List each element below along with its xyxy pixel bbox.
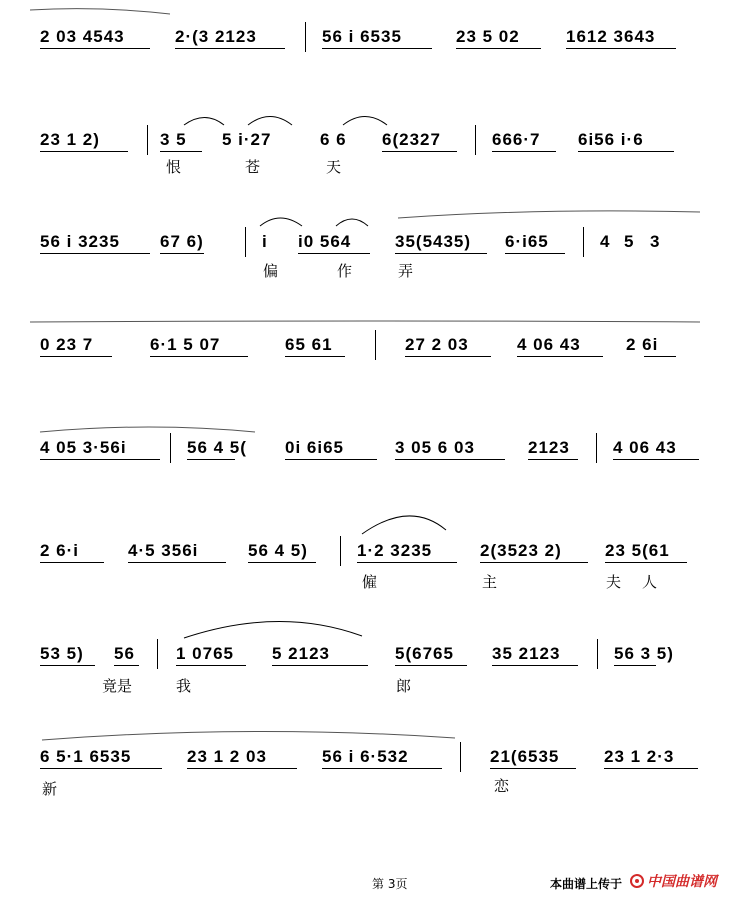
note-group: 4 06 43 xyxy=(517,335,581,354)
note-group: 3 5 xyxy=(160,130,187,149)
note-group: 67 6) xyxy=(160,232,204,251)
underline xyxy=(480,562,588,563)
underline xyxy=(605,562,687,563)
underline xyxy=(492,151,556,152)
note-group: 5(6765 xyxy=(395,644,454,663)
underline xyxy=(505,253,565,254)
note-group: 56 3 5) xyxy=(614,644,674,663)
lyric: 苍 xyxy=(245,158,261,176)
underline xyxy=(40,459,160,460)
lyric: 郎 xyxy=(396,677,412,695)
underline xyxy=(614,665,656,666)
slur-curve xyxy=(184,118,224,126)
underline xyxy=(517,356,603,357)
note-group: 35 2123 xyxy=(492,644,561,663)
lyric: 弄 xyxy=(398,262,414,280)
note-group: 23 5(61 xyxy=(605,541,670,560)
underline xyxy=(128,562,226,563)
bar-line xyxy=(460,742,461,772)
note-group: 56 i 3235 xyxy=(40,232,120,251)
underline xyxy=(490,768,576,769)
note-group: 1612 3643 xyxy=(566,27,656,46)
bar-line xyxy=(157,639,158,669)
underline xyxy=(248,562,316,563)
underline xyxy=(160,151,202,152)
note-group: 6·1 5 07 xyxy=(150,335,221,354)
underline xyxy=(492,665,578,666)
lyric: 作 xyxy=(337,262,353,280)
note-group: 6 5·1 6535 xyxy=(40,747,132,766)
slur-curve xyxy=(260,218,302,226)
site-name: 中国曲谱网 xyxy=(647,874,717,890)
note-group: 65 61 xyxy=(285,335,333,354)
underline xyxy=(176,665,246,666)
underline xyxy=(357,562,457,563)
underline xyxy=(40,356,112,357)
slur-curve xyxy=(184,621,362,638)
underline xyxy=(187,768,297,769)
underline xyxy=(175,48,285,49)
note-group: 56 4 5) xyxy=(248,541,308,560)
underline xyxy=(644,356,676,357)
note-group: 6(2327 xyxy=(382,130,441,149)
underline xyxy=(298,253,370,254)
note-group: 2 6i xyxy=(626,335,659,354)
underline xyxy=(40,151,128,152)
lyric: 恋 xyxy=(494,777,510,795)
bar-line xyxy=(596,433,597,463)
underline xyxy=(566,48,676,49)
underline xyxy=(395,665,467,666)
note-group: 53 5) xyxy=(40,644,84,663)
lyric: 人 xyxy=(642,573,658,591)
bar-line xyxy=(375,330,376,360)
underline xyxy=(395,253,487,254)
lyric: 夫 xyxy=(606,573,622,591)
upload-label: 本曲谱上传于 xyxy=(550,877,623,891)
underline xyxy=(40,253,150,254)
slur-curve xyxy=(398,211,700,218)
underline xyxy=(395,459,505,460)
note-group: 4 05 3·56i xyxy=(40,438,127,457)
underline xyxy=(456,48,541,49)
note-group: 3 05 6 03 xyxy=(395,438,475,457)
note-group: 35(5435) xyxy=(395,232,472,251)
note-group: 666·7 xyxy=(492,130,541,149)
slur-curve xyxy=(248,117,292,126)
note-group: 23 5 02 xyxy=(456,27,520,46)
note-group: i xyxy=(262,232,268,251)
note-group: 2·(3 2123 xyxy=(175,27,257,46)
bar-line xyxy=(305,22,306,52)
bar-line xyxy=(147,125,148,155)
slur-curve xyxy=(336,219,368,226)
note-group: 2 6·i xyxy=(40,541,80,560)
slur-curve xyxy=(343,117,387,126)
note-group: 21(6535 xyxy=(490,747,560,766)
slur-curve xyxy=(30,9,170,14)
note-group: 56 4 5( xyxy=(187,438,247,457)
lyric: 竟是 xyxy=(102,677,133,695)
note-group: 27 2 03 xyxy=(405,335,469,354)
lyric: 新 xyxy=(42,780,58,798)
underline xyxy=(40,665,95,666)
bar-line xyxy=(475,125,476,155)
underline xyxy=(150,356,248,357)
note-group: 0 23 7 xyxy=(40,335,94,354)
site-logo[interactable] xyxy=(630,872,738,890)
note-group: 5 xyxy=(624,232,635,251)
note-group: 56 xyxy=(114,644,135,663)
underline xyxy=(160,253,204,254)
underline xyxy=(604,768,698,769)
underline xyxy=(40,768,162,769)
underline xyxy=(40,562,104,563)
slur-curve xyxy=(42,731,455,740)
underline xyxy=(528,459,578,460)
slur-curve xyxy=(362,516,446,534)
note-group: 2123 xyxy=(528,438,570,457)
note-group: 0i 6i65 xyxy=(285,438,344,457)
slur-curve xyxy=(40,427,255,432)
underline xyxy=(187,459,235,460)
note-group: 1 0765 xyxy=(176,644,234,663)
underline xyxy=(40,48,150,49)
note-group: 2(3523 2) xyxy=(480,541,562,560)
note-group: 3 xyxy=(650,232,661,251)
lyric: 天 xyxy=(326,158,342,176)
note-group: 4 06 43 xyxy=(613,438,677,457)
note-group: i0 564 xyxy=(298,232,352,251)
underline xyxy=(285,459,377,460)
underline xyxy=(613,459,699,460)
note-group: 2 03 4543 xyxy=(40,27,125,46)
note-group: 23 1 2·3 xyxy=(604,747,675,766)
note-group: 6·i65 xyxy=(505,232,549,251)
underline xyxy=(578,151,674,152)
bar-line xyxy=(170,433,171,463)
underline xyxy=(405,356,491,357)
page-number: 第 3页 xyxy=(372,877,408,891)
underline xyxy=(114,665,139,666)
note-group: 1·2 3235 xyxy=(357,541,433,560)
underline xyxy=(285,356,345,357)
underline xyxy=(322,768,442,769)
underline xyxy=(272,665,368,666)
note-group: 4·5 356i xyxy=(128,541,199,560)
note-group: 23 1 2) xyxy=(40,130,100,149)
lyric: 偏 xyxy=(263,262,279,280)
slur-curve xyxy=(30,321,700,322)
bar-line xyxy=(245,227,246,257)
note-group: 4 xyxy=(600,232,611,251)
bar-line xyxy=(340,536,341,566)
note-group: 6i56 i·6 xyxy=(578,130,644,149)
bar-line xyxy=(583,227,584,257)
lyric: 恨 xyxy=(166,158,182,176)
underline xyxy=(322,48,432,49)
note-group: 56 i 6535 xyxy=(322,27,402,46)
underline xyxy=(382,151,457,152)
note-group: 23 1 2 03 xyxy=(187,747,267,766)
note-group: 5 i·27 xyxy=(222,130,272,149)
logo-icon xyxy=(630,874,644,888)
note-group: 6 6 xyxy=(320,130,347,149)
bar-line xyxy=(597,639,598,669)
lyric: 僱 xyxy=(362,573,378,591)
lyric: 我 xyxy=(176,677,192,695)
note-group: 5 2123 xyxy=(272,644,330,663)
lyric: 主 xyxy=(482,573,498,591)
note-group: 56 i 6·532 xyxy=(322,747,409,766)
